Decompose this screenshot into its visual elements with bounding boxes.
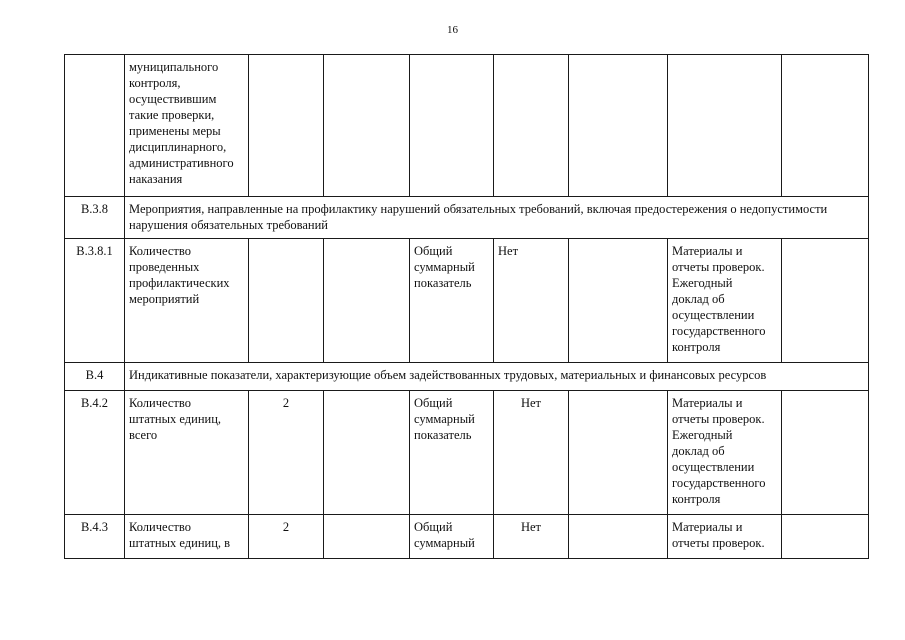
row-code-cell: В.3.8.1	[65, 239, 125, 363]
section-title-cell: Мероприятия, направленные на профилактику нарушений обязательных требований, включая предостережения о недопустимости нарушения обязательных требований	[125, 197, 869, 239]
row-cell	[782, 391, 869, 515]
row-cell	[324, 515, 410, 559]
row-type-cell: Общий суммарный показатель	[410, 391, 494, 515]
section-row	[65, 197, 869, 239]
page-number: 16	[447, 24, 458, 36]
row-flag-cell	[494, 55, 569, 197]
row-name-cell: Количество штатных единиц, всего	[125, 391, 249, 515]
row-code-cell	[65, 55, 125, 197]
section-row	[65, 363, 869, 391]
row-cell	[782, 239, 869, 363]
row-code-cell: В.4.2	[65, 391, 125, 515]
row-cell	[324, 391, 410, 515]
row-flag-cell: Нет	[494, 239, 569, 363]
row-name-cell: Количество штатных единиц, в	[125, 515, 249, 559]
row-cell	[782, 55, 869, 197]
table-row	[65, 55, 869, 197]
row-value-cell: 2	[249, 515, 324, 559]
row-source-cell	[668, 55, 782, 197]
table-row	[65, 391, 869, 515]
section-code-cell: В.4	[65, 363, 125, 391]
section-title-cell: Индикативные показатели, характеризующие объем задействованных трудовых, материальных и финансовых ресурсов	[125, 363, 869, 391]
row-code-cell: В.4.3	[65, 515, 125, 559]
indicators-table	[64, 54, 869, 559]
row-cell	[569, 515, 668, 559]
row-flag-cell: Нет	[494, 391, 569, 515]
row-cell	[569, 239, 668, 363]
row-name-cell: муниципального контроля, осуществившим такие проверки, применены меры дисциплинарного, административного наказания	[125, 55, 249, 197]
row-source-cell: Материалы и отчеты проверок.	[668, 515, 782, 559]
row-source-cell: Материалы и отчеты проверок. Ежегодный доклад об осуществлении государственного контроля	[668, 391, 782, 515]
row-name-cell: Количество проведенных профилактических мероприятий	[125, 239, 249, 363]
row-value-cell	[249, 239, 324, 363]
row-flag-cell: Нет	[494, 515, 569, 559]
section-code-cell: В.3.8	[65, 197, 125, 239]
row-type-cell: Общий суммарный показатель	[410, 239, 494, 363]
row-cell	[782, 515, 869, 559]
row-value-cell	[249, 55, 324, 197]
row-cell	[324, 55, 410, 197]
table-row	[65, 239, 869, 363]
row-cell	[324, 239, 410, 363]
row-type-cell: Общий суммарный	[410, 515, 494, 559]
row-cell	[569, 55, 668, 197]
table-row	[65, 515, 869, 559]
row-cell	[569, 391, 668, 515]
row-value-cell: 2	[249, 391, 324, 515]
row-source-cell: Материалы и отчеты проверок. Ежегодный доклад об осуществлении государственного контроля	[668, 239, 782, 363]
row-type-cell	[410, 55, 494, 197]
